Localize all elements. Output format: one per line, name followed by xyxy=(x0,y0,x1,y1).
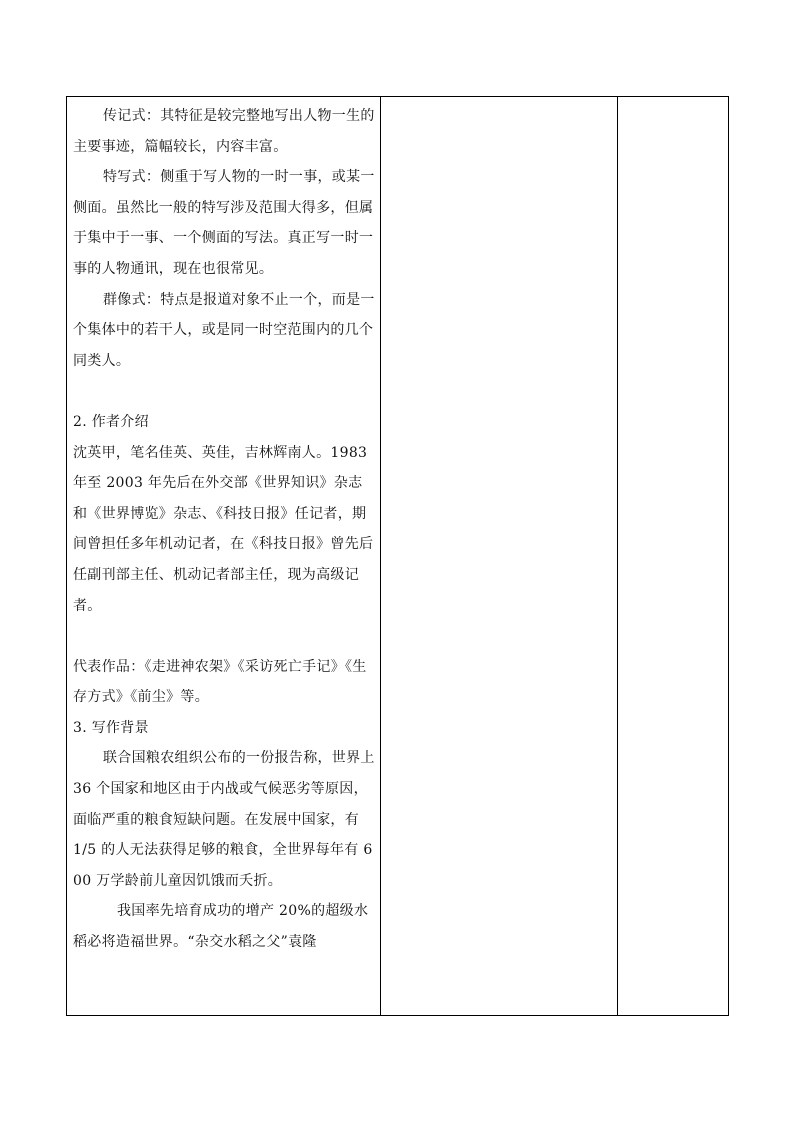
background-paragraph-2: 我国率先培育成功的增产 20%的超级水稻必将造福世界。“杂交水稻之父”袁隆 xyxy=(73,903,369,951)
author-heading: 2. 作者介绍 xyxy=(73,413,149,430)
background-paragraph-1: 联合国粮农组织公布的一份报告称，世界上 36 个国家和地区由于内战或气候恶劣等原因，面临严重的粮食短缺问题。在发展中国家，有 1/5 的人无法获得足够的粮食，全世界每年有 600 万学龄前儿童因饥饿而夭折。 xyxy=(73,750,375,889)
table-row xyxy=(67,97,729,1016)
empty-middle-cell xyxy=(381,97,617,1016)
empty-right-cell xyxy=(617,97,728,1016)
type-biographical-paragraph: 传记式：其特征是较完整地写出人物一生的主要事迹，篇幅较长，内容丰富。 xyxy=(73,108,375,155)
type-feature-paragraph: 特写式：侧重于写人物的一时一事，或某一侧面。虽然比一般的特写涉及范围大得多，但属于集中于一事、一个侧面的写法。真正写一时一事的人物通讯，现在也很常见。 xyxy=(73,169,375,277)
author-works-paragraph: 代表作品：《走进神农架》《采访死亡手记》《生存方式》《前尘》等。 xyxy=(73,658,367,706)
author-bio-paragraph: 沈英甲，笔名佳英、英佳，吉林辉南人。1983 年至 2003 年先后在外交部《世界知识》杂志和《世界博览》杂志、《科技日报》任记者，期间曾担任多年机动记者，在《科技日报》曾先后任副刊部主任、机动记者部主任，现为高级记者。 xyxy=(73,444,374,614)
lesson-plan-table xyxy=(66,96,729,1016)
content-text-block xyxy=(67,97,380,1015)
background-heading: 3. 写作背景 xyxy=(73,719,149,736)
type-group-paragraph: 群像式：特点是报道对象不止一个，而是一个集体中的若干人，或是同一时空范围内的几个同类人。 xyxy=(73,291,375,369)
blank-line xyxy=(73,621,376,652)
content-cell xyxy=(67,97,381,1016)
blank-line xyxy=(73,376,376,407)
